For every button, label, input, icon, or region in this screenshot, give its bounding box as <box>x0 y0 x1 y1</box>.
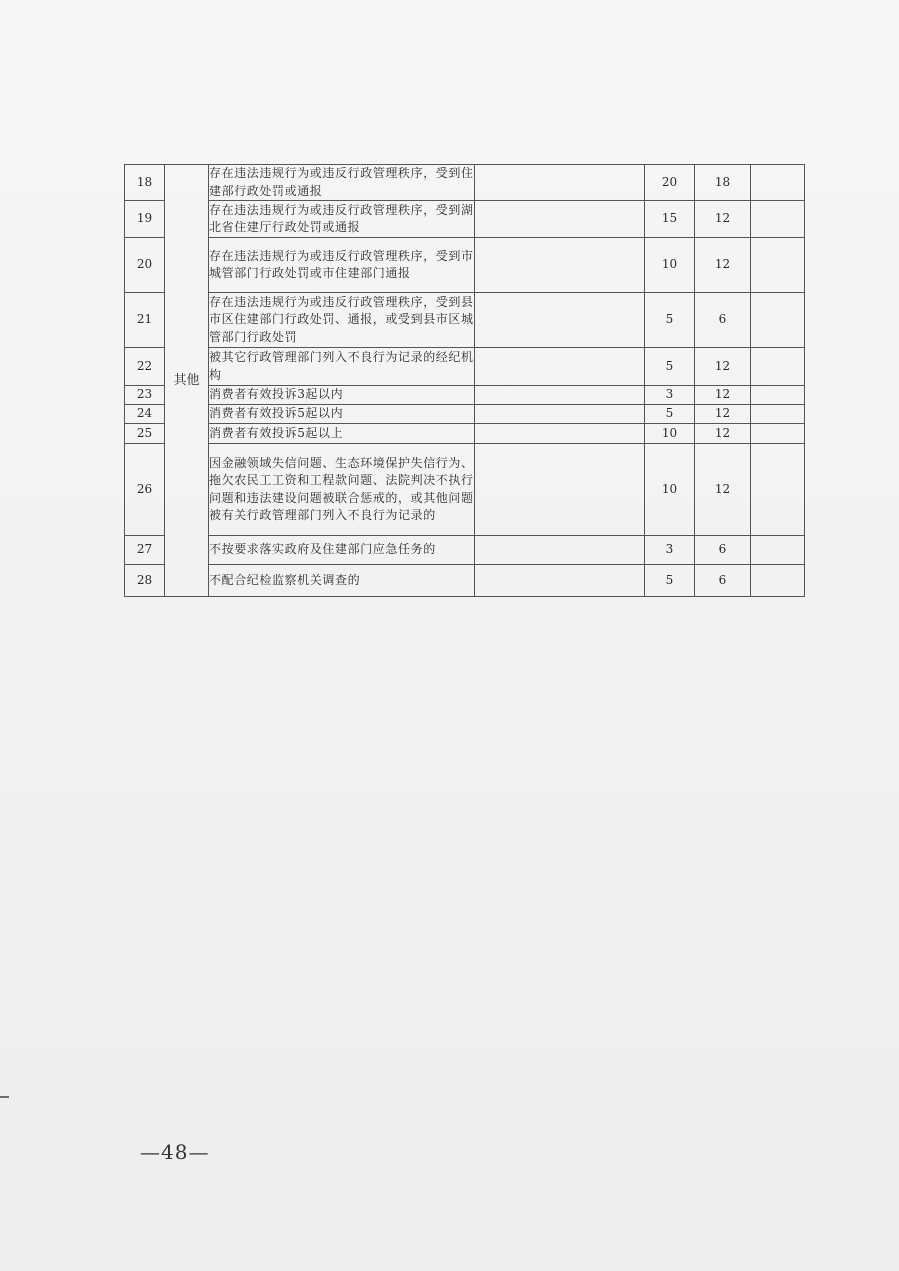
empty-cell <box>751 386 805 405</box>
empty-cell <box>475 348 645 386</box>
row-number: 23 <box>125 386 165 405</box>
score-a: 5 <box>645 565 695 597</box>
item-description: 消费者有效投诉3起以内 <box>209 386 475 405</box>
category-cell: 其他 <box>165 165 209 597</box>
item-description: 存在违法违规行为或违反行政管理秩序，受到县市区住建部门行政处罚、通报，或受到县市区城管部门行政处罚 <box>209 293 475 348</box>
empty-cell <box>475 424 645 444</box>
table-row <box>125 405 805 424</box>
scan-edge-mark <box>0 1096 9 1098</box>
row-number: 19 <box>125 201 165 238</box>
score-a: 10 <box>645 444 695 536</box>
table-row <box>125 444 805 536</box>
item-description: 因金融领域失信问题、生态环境保护失信行为、拖欠农民工工资和工程款问题、法院判决不执行问题和违法建设问题被联合惩戒的，或其他问题被有关行政管理部门列入不良行为记录的 <box>209 444 475 536</box>
row-number: 24 <box>125 405 165 424</box>
table-row <box>125 348 805 386</box>
score-b: 18 <box>695 165 751 201</box>
row-number: 28 <box>125 565 165 597</box>
item-description: 不按要求落实政府及住建部门应急任务的 <box>209 536 475 565</box>
item-description: 消费者有效投诉5起以内 <box>209 405 475 424</box>
table-row <box>125 238 805 293</box>
item-description: 被其它行政管理部门列入不良行为记录的经纪机构 <box>209 348 475 386</box>
score-b: 6 <box>695 293 751 348</box>
table-row <box>125 165 805 201</box>
row-number: 22 <box>125 348 165 386</box>
empty-cell <box>751 201 805 238</box>
item-description: 不配合纪检监察机关调查的 <box>209 565 475 597</box>
item-description: 存在违法违规行为或违反行政管理秩序，受到市城管部门行政处罚或市住建部门通报 <box>209 238 475 293</box>
row-number: 18 <box>125 165 165 201</box>
row-number: 25 <box>125 424 165 444</box>
item-description: 存在违法违规行为或违反行政管理秩序，受到湖北省住建厅行政处罚或通报 <box>209 201 475 238</box>
score-a: 5 <box>645 405 695 424</box>
score-b: 12 <box>695 405 751 424</box>
empty-cell <box>751 444 805 536</box>
score-a: 5 <box>645 348 695 386</box>
row-number: 27 <box>125 536 165 565</box>
row-number: 21 <box>125 293 165 348</box>
empty-cell <box>475 165 645 201</box>
score-b: 12 <box>695 386 751 405</box>
score-a: 3 <box>645 386 695 405</box>
empty-cell <box>475 238 645 293</box>
empty-cell <box>751 424 805 444</box>
empty-cell <box>751 238 805 293</box>
empty-cell <box>475 405 645 424</box>
empty-cell <box>751 536 805 565</box>
empty-cell <box>751 405 805 424</box>
item-description: 消费者有效投诉5起以上 <box>209 424 475 444</box>
score-b: 6 <box>695 536 751 565</box>
empty-cell <box>475 386 645 405</box>
score-a: 3 <box>645 536 695 565</box>
score-b: 12 <box>695 348 751 386</box>
page-number: —48— <box>140 1140 210 1164</box>
score-b: 12 <box>695 201 751 238</box>
table-row <box>125 201 805 238</box>
score-b: 12 <box>695 238 751 293</box>
score-a: 10 <box>645 424 695 444</box>
empty-cell <box>751 348 805 386</box>
score-a: 10 <box>645 238 695 293</box>
score-b: 12 <box>695 424 751 444</box>
empty-cell <box>475 444 645 536</box>
empty-cell <box>751 293 805 348</box>
empty-cell <box>751 565 805 597</box>
table-row <box>125 386 805 405</box>
row-number: 26 <box>125 444 165 536</box>
table-row <box>125 424 805 444</box>
table-row <box>125 565 805 597</box>
empty-cell <box>475 565 645 597</box>
score-b: 6 <box>695 565 751 597</box>
empty-cell <box>475 293 645 348</box>
score-a: 5 <box>645 293 695 348</box>
score-a: 15 <box>645 201 695 238</box>
score-b: 12 <box>695 444 751 536</box>
empty-cell <box>751 165 805 201</box>
item-description: 存在违法违规行为或违反行政管理秩序，受到住建部行政处罚或通报 <box>209 165 475 201</box>
table-row <box>125 536 805 565</box>
empty-cell <box>475 536 645 565</box>
score-a: 20 <box>645 165 695 201</box>
table-row <box>125 293 805 348</box>
scoring-table <box>124 164 805 597</box>
empty-cell <box>475 201 645 238</box>
row-number: 20 <box>125 238 165 293</box>
